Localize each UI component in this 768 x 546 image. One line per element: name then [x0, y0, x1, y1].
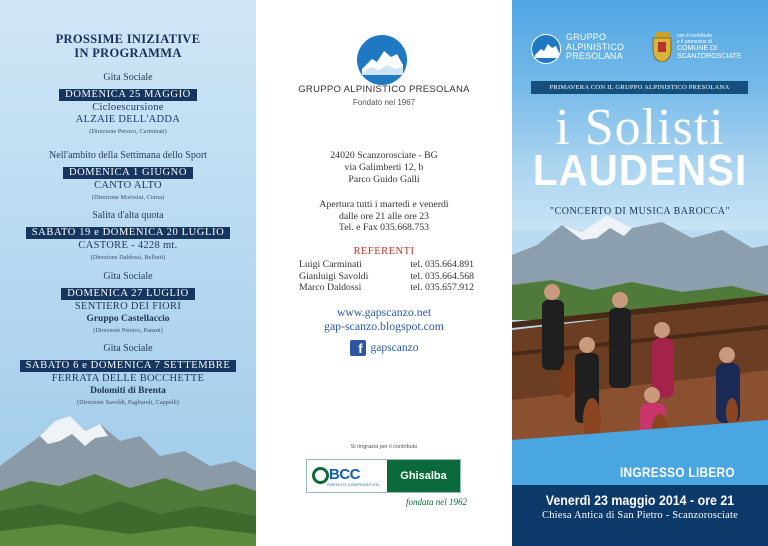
referent-row: Marco Daldossi tel. 035.657.912 [299, 282, 474, 293]
facebook-icon: f [350, 340, 366, 356]
bank-motto: fondata nel 1962 [406, 497, 467, 507]
blog-link[interactable]: gap-scanzo.blogspot.com [324, 319, 444, 333]
gap-logo [357, 35, 407, 85]
referents-list [299, 259, 474, 294]
event-place: Chiesa Antica di San Pietro - Scanzorosciate [541, 510, 738, 521]
event-1: Gita Sociale DOMENICA 25 MAGGIO Cicloescursione ALZAIE DELL'ADDA (Direzione Persico, Carminati) [0, 72, 256, 136]
program-title: PROSSIME INIZIATIVE IN PROGRAMMA [55, 32, 201, 60]
websites [256, 305, 512, 333]
mountain-icon [357, 35, 407, 85]
right-panel [512, 0, 768, 546]
referent-row: Gianluigi Savoldi tel. 035.664.568 [299, 270, 474, 282]
event-4: Gita Sociale DOMENICA 27 LUGLIO SENTIERO DEI FIORI Gruppo Castellaccio (Direzione Persico, Panani) [0, 271, 256, 335]
municipal-crest-icon [652, 32, 672, 62]
facebook-link[interactable]: f gapscanzo [256, 340, 512, 356]
title-i-solisti: i Solisti [555, 99, 725, 156]
org-name: GRUPPO ALPINISTICO PRESOLANA [298, 84, 470, 95]
mountain-landscape-image [0, 396, 256, 546]
thanks-text: Si ringrazia per il contributo [350, 444, 418, 450]
free-entry-label: INGRESSO LIBERO [620, 464, 735, 480]
middle-panel [256, 0, 512, 546]
event-3: Salita d'alta quota SABATO 19 e DOMENICA 20 LUGLIO CASTORE - 4228 mt. (Direzione Daldossi, Bellotti) [0, 210, 256, 262]
opening-hours: Apertura tutti i martedì e venerdì dalle ore 21 alle ore 23 Tel. e Fax 035.668.753 [319, 199, 449, 233]
event-info-bar [512, 485, 768, 546]
gap-logo [531, 34, 561, 64]
referents-title: REFERENTI [353, 246, 415, 257]
left-panel [0, 0, 256, 546]
address: 24020 Scanzorosciate - BG via Galimberti 12, b Parco Guido Galli [330, 150, 438, 185]
event-2: Nell'ambito della Settimana dello Sport DOMENICA 1 GIUGNO CANTO ALTO (Direzione Morosini, Corna) [49, 150, 207, 201]
bank-logo: BCC CREDITO COOPERATIVO Ghisalba [306, 459, 461, 493]
event-date: Venerdì 23 maggio 2014 - ore 21 [545, 493, 735, 508]
founded-year: Fondato nel 1967 [352, 98, 416, 107]
referent-row: Luigi Carminati tel. 035.664.891 [299, 259, 474, 270]
spring-banner: PRIMAVERA CON IL GRUPPO ALPINISTICO PRESOLANA [531, 81, 748, 94]
concert-subtitle: "CONCERTO DI MUSICA BAROCCA" [549, 206, 730, 217]
event-5: Gita Sociale SABATO 6 e DOMENICA 7 SETTEMBRE FERRATA DELLE BOCCHETTE Dolomiti di Brenta (Direzione Savoldi, Pagliaroli, Cappelli) [0, 343, 256, 407]
comune-text: con il contributo e il patrocinio di COMUNE DI SCANZOROSCIATE [677, 33, 742, 60]
title-laudensi: LAUDENSI [532, 146, 748, 195]
gap-name: GRUPPO ALPINISTICO PRESOLANA [566, 32, 625, 61]
website-link[interactable]: www.gapscanzo.net [336, 305, 432, 319]
